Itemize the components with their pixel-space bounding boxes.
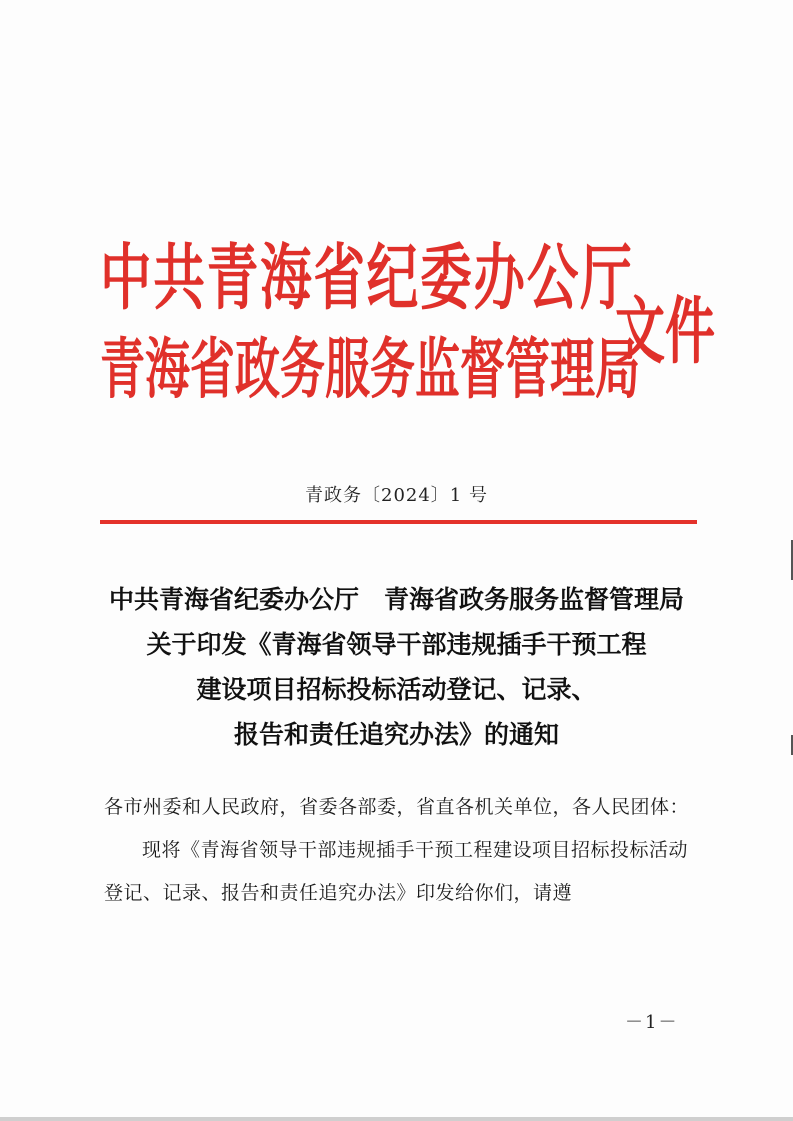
- page-number: －1－: [625, 1012, 679, 1033]
- red-masthead: [100, 222, 715, 412]
- document-title: [70, 577, 723, 757]
- red-divider-line: [100, 520, 697, 524]
- scan-bottom-edge: [0, 1117, 793, 1121]
- title-line-3: 建设项目招标投标活动登记、记录、: [196, 675, 597, 704]
- document-number: 青政务〔2024〕1 号: [305, 485, 488, 506]
- issuer-line-1: 中共青海省纪委办公厅: [100, 237, 634, 321]
- title-line-1: 中共青海省纪委办公厅 青海省政务服务监督管理局: [108, 585, 684, 614]
- document-body: [104, 786, 694, 915]
- body-paragraph-1: 现将《青海省领导干部违规插手干预工程建设项目招标投标活动登记、记录、报告和责任追究办法》印发给你们，请遵: [104, 839, 689, 904]
- title-line-4: 报告和责任追究办法》的通知: [233, 720, 559, 749]
- issuer-line-2: 青海省政务服务监督管理局: [100, 330, 641, 408]
- salutation: 各市州委和人民政府，省委各部委，省直各机关单位，各人民团体：: [104, 796, 690, 818]
- document-word: 文件: [615, 289, 715, 375]
- title-line-2: 关于印发《青海省领导干部违规插手干预工程: [146, 630, 647, 659]
